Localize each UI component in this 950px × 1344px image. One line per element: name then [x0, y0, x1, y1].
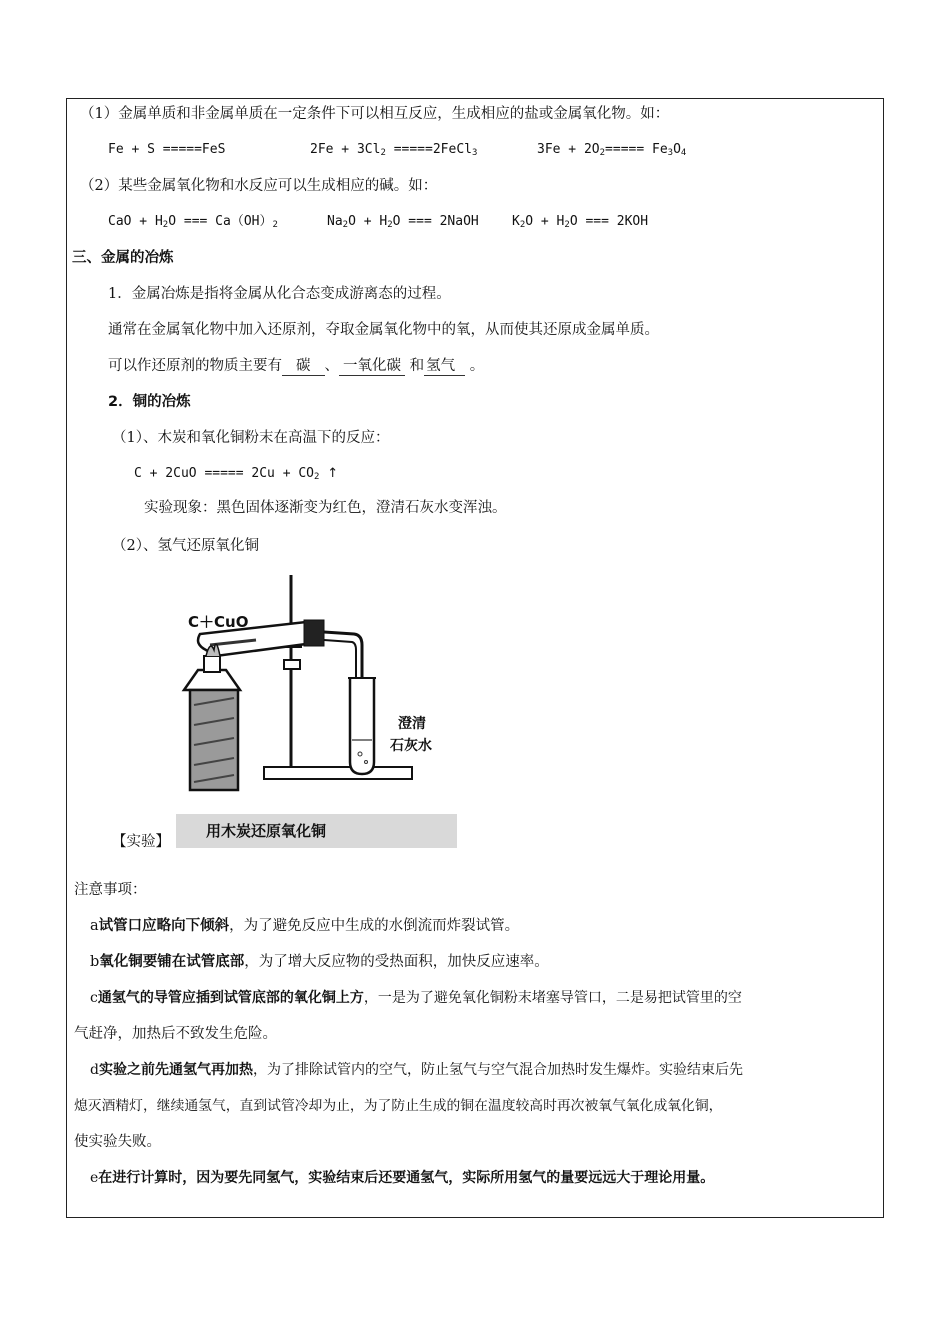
- note-d-continued: 熄灭酒精灯，继续通氢气，直到试管冷却为止，为了防止生成的铜在温度较高时再次被氧气氧化成氧化铜，: [74, 1098, 723, 1114]
- paragraph-reducing-agent: 通常在金属氧化物中加入还原剂，夺取金属氧化物中的氧，从而使其还原成金属单质。: [108, 322, 659, 338]
- equation-text: CaO + H: [108, 214, 163, 229]
- equation-fe-cl2: [310, 140, 477, 163]
- equation-cao-h2o: [108, 212, 278, 235]
- equation-text: O + H: [348, 214, 388, 229]
- section-1-line: [80, 104, 669, 124]
- note-b: [90, 952, 549, 972]
- experiment-observation: 实验现象：黑色固体逐渐变为红色，澄清石灰水变浑浊。: [144, 500, 507, 516]
- subscript: 2: [162, 220, 169, 230]
- note-tag: c: [90, 990, 98, 1006]
- subscript: 2: [387, 220, 393, 230]
- equation-text: ===== Fe: [605, 142, 668, 157]
- text: 可以作还原剂的物质主要有: [108, 358, 282, 374]
- section-2-line: [80, 176, 437, 196]
- equation-fe-o2: [537, 140, 686, 163]
- equation-text: Fe + S =====FeS: [108, 142, 226, 157]
- figure-caption: 用木炭还原氧化铜: [206, 822, 327, 840]
- paragraph-reducing-agents-list: [108, 356, 484, 376]
- equation-text: Na: [327, 214, 343, 229]
- subscript: 2: [564, 220, 570, 230]
- blank-answer-co: 一氧化碳: [339, 358, 405, 376]
- equation-na2o-h2o: [327, 212, 479, 235]
- note-key-point: 氧化铜要铺在试管底部: [99, 953, 245, 970]
- limewater-label-1: 澄清: [398, 716, 426, 732]
- note-tag: d: [90, 1062, 99, 1078]
- equation-text: O + H: [525, 214, 565, 229]
- equation-k2o-h2o: [512, 212, 648, 235]
- note-tag: e: [90, 1170, 99, 1186]
- note-a: [90, 916, 519, 936]
- equation-text: =====2FeCl: [385, 142, 472, 157]
- subscript: 4: [680, 148, 687, 158]
- note-text: ，为了排除试管内的空气，防止氢气与空气混合加热时发生爆炸。实验结束后先: [252, 1062, 743, 1078]
- note-d-end: 使实验失败。: [74, 1134, 161, 1150]
- note-key-point: 试管口应略向下倾斜: [98, 917, 230, 934]
- equation-text: K: [512, 214, 520, 229]
- apparatus-drawing: [176, 570, 457, 848]
- heading-metal-smelting: 三、金属的冶炼: [72, 250, 174, 266]
- reaction-1-title: （1）、木炭和氧化铜粉末在高温下的反应：: [112, 430, 390, 446]
- subscript: 2: [599, 148, 606, 158]
- gas-arrow-icon: ↑: [327, 466, 339, 481]
- notes-title: 注意事项：: [74, 882, 147, 898]
- experiment-label: 【实验】: [112, 834, 170, 850]
- subscript: 3: [471, 148, 478, 158]
- text: 。: [465, 358, 485, 374]
- limewater-label-2: 石灰水: [390, 738, 432, 754]
- note-e: [90, 1168, 714, 1188]
- text: 、: [324, 358, 339, 374]
- paragraph-smelting-definition: 1．金属冶炼是指将金属从化合态变成游离态的过程。: [108, 286, 451, 302]
- heading-copper-smelting: 2．铜的冶炼: [108, 394, 191, 410]
- note-text: ，为了避免反应中生成的水倒流而炸裂试管。: [229, 918, 520, 934]
- subscript: 3: [667, 148, 674, 158]
- note-c-continued: 气赶净，加热后不致发生危险。: [74, 1026, 277, 1042]
- equation-fe-s: [108, 140, 225, 160]
- equation-text: O: [673, 142, 681, 157]
- subscript: 2: [380, 148, 386, 158]
- note-key-point: 在进行计算时，因为要先同氢气，实验结束后还要通氢气，实际所用氢气的量要远远大于理论用量。: [98, 1170, 715, 1186]
- note-tag: a: [90, 918, 99, 934]
- note-key-point: 通氢气的导管应插到试管底部的氧化铜上方: [97, 990, 364, 1006]
- note-tag: b: [90, 954, 100, 970]
- apparatus-figure: [176, 570, 457, 848]
- note-c: [90, 988, 742, 1008]
- equation-text: 3Fe + 2O: [537, 142, 600, 157]
- section-2-label: （2）: [80, 178, 119, 194]
- reaction-2-title: （2）、氢气还原氧化铜: [112, 538, 259, 554]
- section-1-text: 金属单质和非金属单质在一定条件下可以相互反应，生成相应的盐或金属氧化物。如：: [118, 106, 670, 122]
- equation-text: C + 2CuO ===== 2Cu + CO: [134, 466, 315, 481]
- equation-text: O === Ca（OH）: [168, 214, 273, 229]
- equation-text: 2Fe + 3Cl: [310, 142, 381, 157]
- equation-text: O === 2KOH: [569, 214, 649, 229]
- section-2-text: 某些金属氧化物和水反应可以生成相应的碱。如：: [118, 178, 438, 194]
- subscript: 2: [272, 220, 278, 230]
- note-text: ，一是为了避免氧化铜粉末堵塞导管口，二是易把试管里的空: [363, 990, 742, 1006]
- note-key-point: 实验之前先通氢气再加热: [98, 1062, 253, 1078]
- blank-answer-carbon: 碳: [282, 358, 325, 376]
- blank-answer-hydrogen: 氢气: [424, 358, 465, 376]
- subscript: 2: [314, 472, 320, 482]
- equation-c-cuo: [134, 464, 338, 487]
- reagent-label: C＋CuO: [188, 613, 249, 631]
- equation-text: O === 2NaOH: [392, 214, 479, 229]
- note-text: ，为了增大反应物的受热面积，加快反应速率。: [244, 954, 549, 970]
- text: 和: [405, 358, 425, 374]
- section-1-label: （1）: [80, 106, 119, 122]
- note-d: [90, 1060, 743, 1080]
- subscript: 2: [519, 220, 526, 230]
- subscript: 2: [342, 220, 349, 230]
